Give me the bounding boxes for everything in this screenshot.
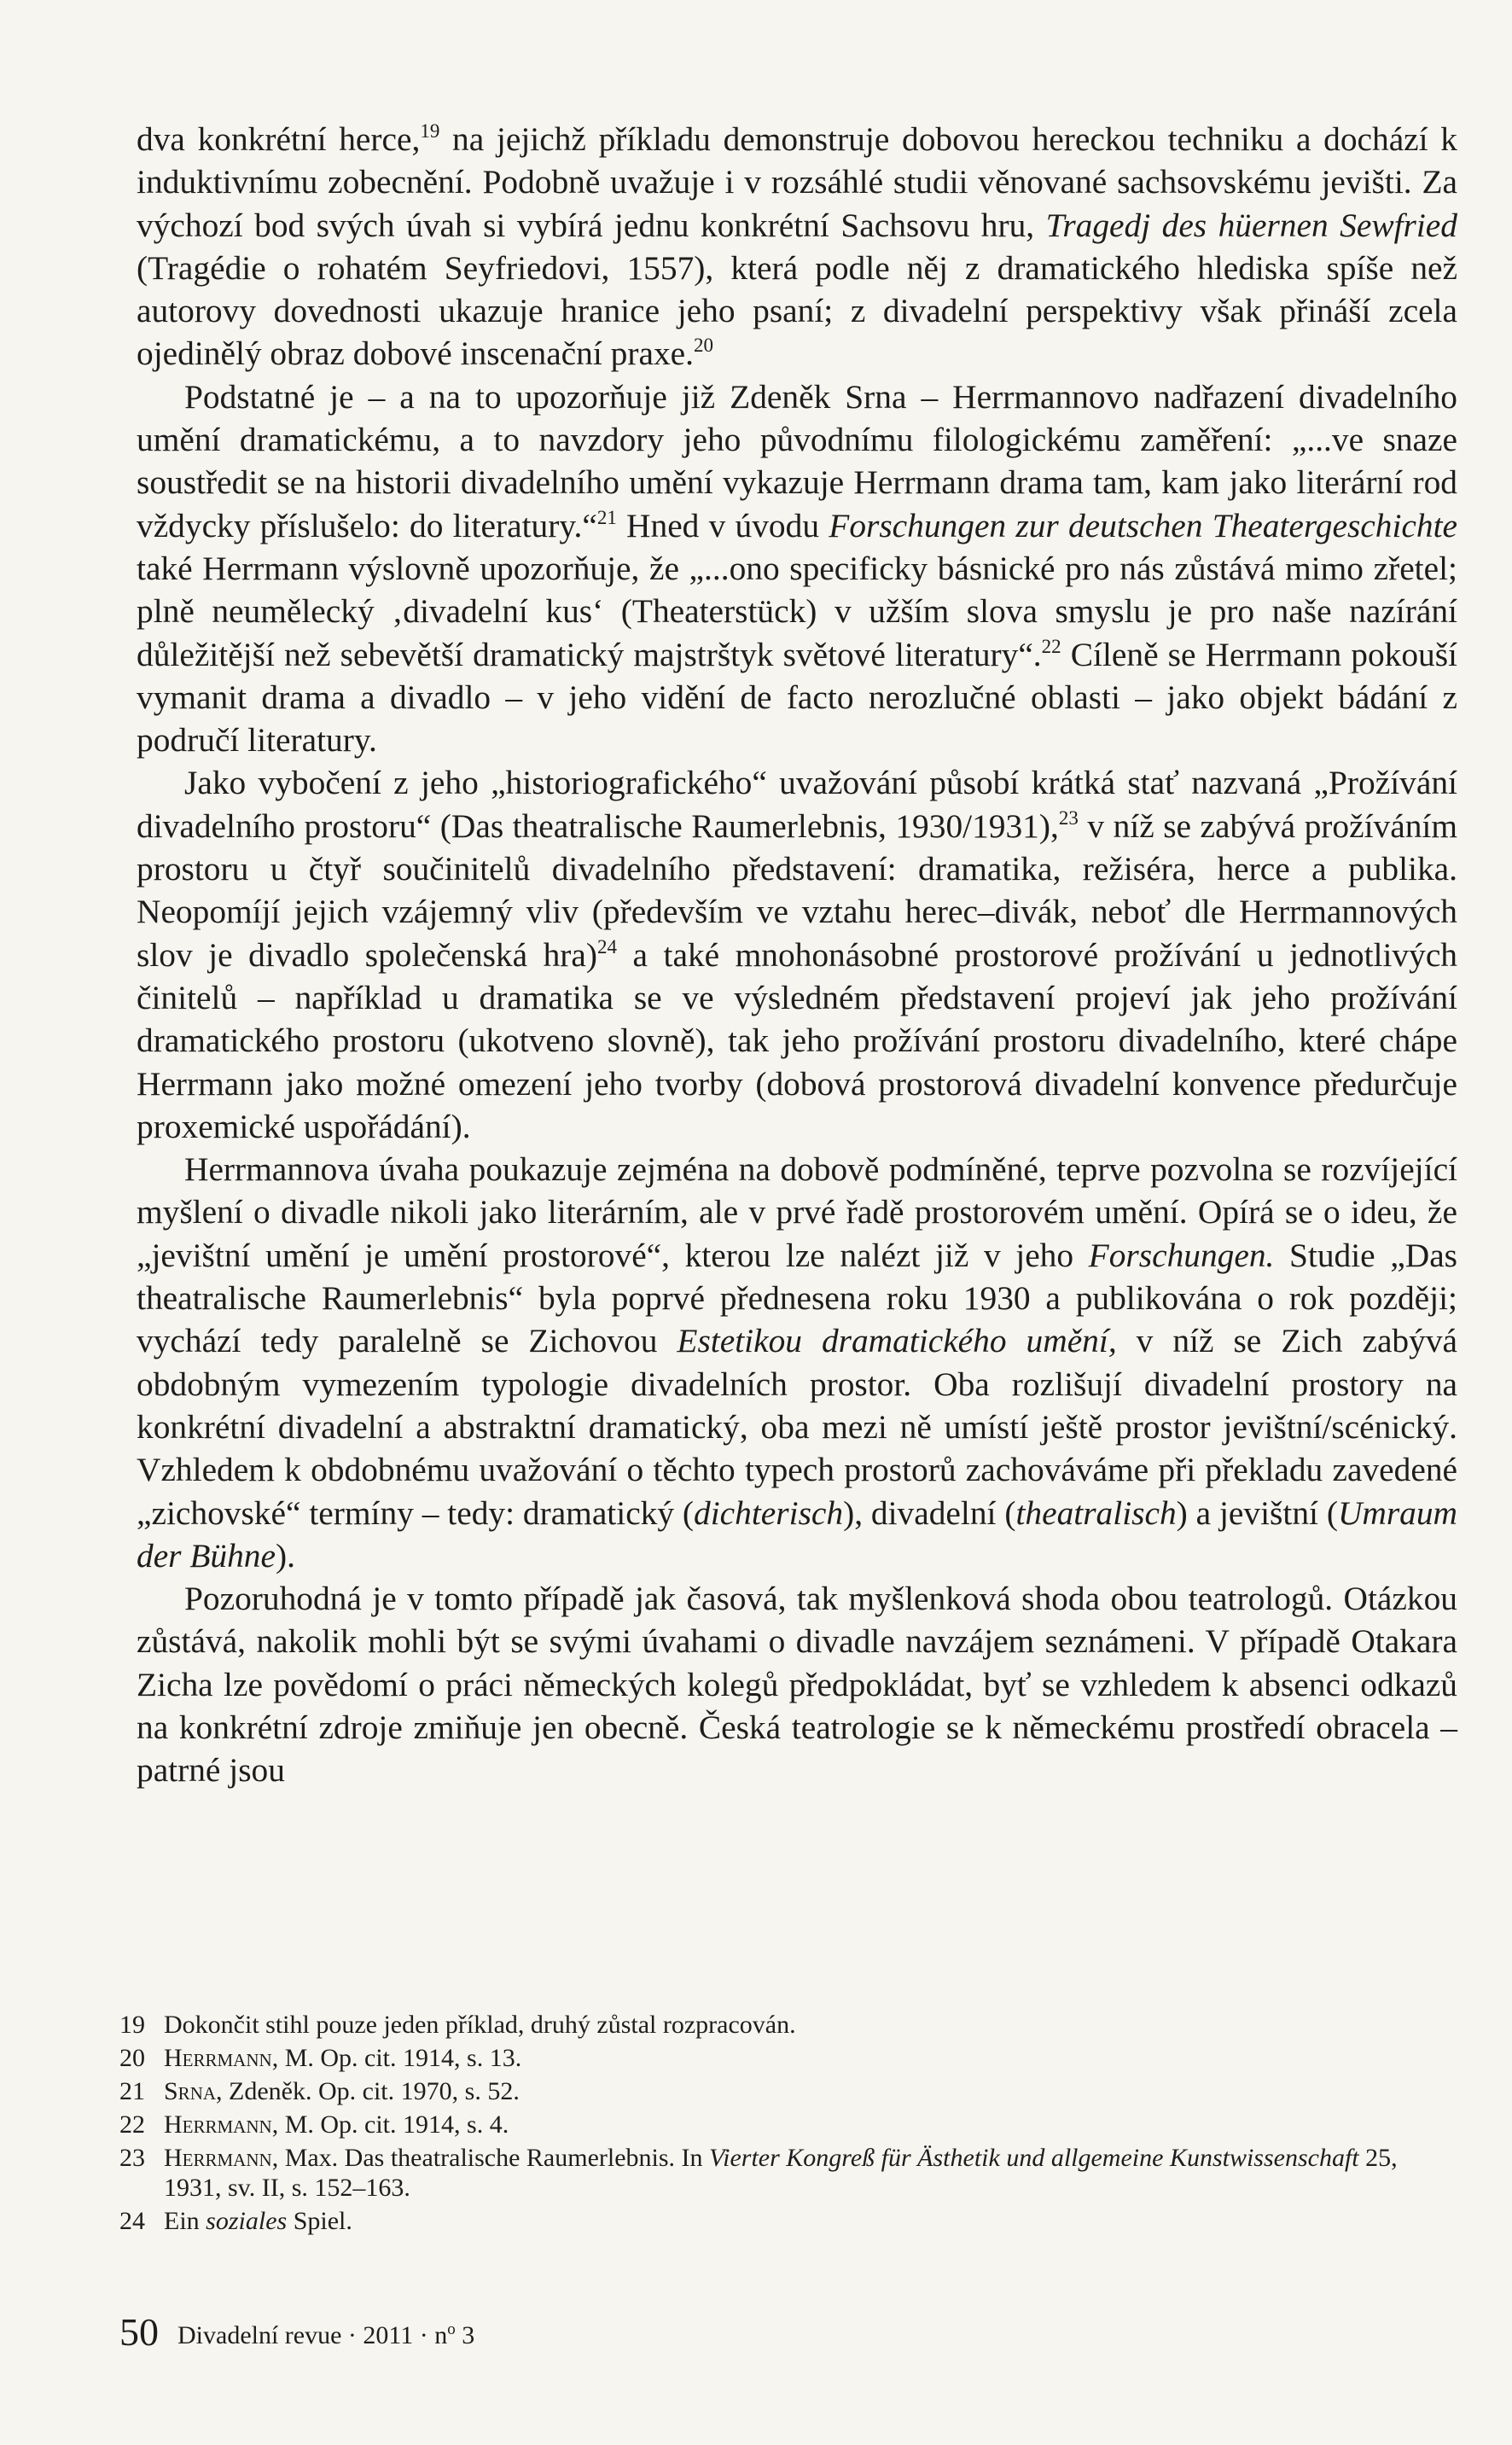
text-run: ).: [276, 1536, 295, 1575]
footnote-reference: 19: [420, 120, 440, 142]
text-run: Podstatné je – a na to upozorňuje již Zdeněk Srna – Herrmannovo nadřazení divadelního umění dramatickému, a to navzdory jeho původnímu filologickému zaměření: „...ve snaze soustředit se na historii divadelního umění vykazuje Herrmann drama tam, kam jako literární rod vždycky příslušelo: do literatury.“: [137, 377, 1457, 544]
italic-text: Tragedj des hüernen Sewfried: [1045, 206, 1457, 244]
paragraph: [137, 1577, 1457, 1791]
footnote: [119, 2043, 1451, 2073]
footnote-number: 23: [119, 2144, 145, 2172]
text-run: Studie „Das theatralische Raumerlebnis“ byla poprvé přednesena roku 1930 a publikována o rok později; vychází tedy paralelně se Zichovou: [137, 1236, 1458, 1360]
issue-superscript: o: [447, 2320, 456, 2338]
paragraph: [137, 118, 1457, 375]
text-run: , Zdeněk. Op. cit. 1970, s. 52.: [216, 2077, 520, 2105]
issue-number: 3: [455, 2321, 475, 2349]
text-run: Dokončit stihl pouze jeden příklad, druhý zůstal rozpracován.: [164, 2011, 796, 2039]
footnote-number: 21: [119, 2077, 145, 2105]
footnote: [119, 2010, 1451, 2040]
page-number: 50: [119, 2310, 159, 2354]
footnote: [119, 2143, 1451, 2203]
text-run: na jejichž příkladu demonstruje dobovou hereckou techniku a dochází k induktivnímu zobecnění. Podobně uvažuje i v rozsáhlé studii věnované sachsovskému jevišti. Za výchozí bod svých úvah si vybírá jednu konkrétní Sachsovu hru,: [137, 120, 1457, 244]
author-surname: Srna: [164, 2077, 217, 2105]
journal-name: Divadelní revue · 2011 · n: [177, 2321, 448, 2349]
footnote-number: 19: [119, 2011, 145, 2039]
text-run: a také mnohonásobné prostorové prožívání u jednotlivých činitelů – například u dramatika se ve výsledném představení projeví jak jeho prožívání dramatického prostoru (ukotveno slovně), tak jeho prožívání prostoru divadelního, které chápe Herrmann jako možné omezení jeho tvorby (dobová prostorová divadelní konvence předurčuje proxemické uspořádání).: [137, 935, 1457, 1145]
italic-text: Vierter Kongreß für Ästhetik und allgemeine Kunstwissenschaft: [709, 2144, 1359, 2172]
footnote: [119, 2110, 1451, 2139]
text-run: Herrmannova úvaha poukazuje zejména na dobově podmíněné, teprve pozvolna se rozvíjející myšlení o divadle nikoli jako literárním, ale v prvé řadě prostorovém umění. Opírá se o ideu, že „jevištní umění je umění prostorové“, kterou lze nalézt již v jeho: [137, 1150, 1457, 1274]
footnote-text: [164, 2206, 1451, 2236]
footnote-number: 20: [119, 2044, 145, 2072]
footnote-text: [164, 2110, 1451, 2139]
footnote-reference: 23: [1058, 806, 1079, 829]
text-run: ) a jevištní (: [1176, 1493, 1338, 1532]
page-footer: [119, 2310, 475, 2355]
footnote-text: [164, 2010, 1451, 2040]
body-text: [137, 118, 1457, 1792]
italic-text: soziales: [206, 2207, 288, 2235]
footnote-reference: 24: [597, 935, 618, 958]
footnote-text: [164, 2076, 1451, 2106]
text-run: , M. Op. cit. 1914, s. 4.: [271, 2110, 509, 2139]
text-run: ), divadelní (: [843, 1493, 1016, 1532]
author-surname: Herrmann: [164, 2044, 272, 2072]
footnote-reference: 21: [596, 506, 617, 528]
text-run: Jako vybočení z jeho „historiografického“ uvažování působí krátká stať nazvaná „Prožívání divadelního prostoru“ (Das theatralische Raumerlebnis, 1930/1931),: [137, 764, 1457, 845]
footnote-reference: 20: [693, 335, 713, 357]
text-run: Hned v úvodu: [616, 506, 829, 544]
paragraph: [137, 1148, 1457, 1577]
italic-text: dichterisch: [694, 1493, 844, 1532]
text-run: 25, 1931, sv. II, s. 152–163.: [164, 2144, 1398, 2202]
author-surname: Herrmann: [164, 2110, 272, 2139]
paragraph: [137, 761, 1457, 1148]
text-run: Pozoruhodná je v tomto případě jak časová, tak myšlenková shoda obou teatrologů. Otázkou zůstává, nakolik mohli být se svými úvahami o divadle navzájem seznámeni. V případě Otakara Zicha lze povědomí o práci německých kolegů předpokládat, byť se vzhledem k absenci odkazů na konkrétní zdroje zmiňuje jen obecně. Česká teatrologie se k německému prostředí obracela – patrné jsou: [137, 1580, 1457, 1790]
author-surname: Herrmann: [164, 2144, 272, 2172]
italic-text: Forschungen.: [1088, 1236, 1275, 1274]
italic-text: theatralisch: [1015, 1493, 1177, 1532]
text-run: také Herrmann výslovně upozorňuje, že „...ono specificky básnické pro nás zůstává mimo zřetel; plně neumělecký ‚divadelní kus‘ (Theaterstück) v užším slova smyslu je pro naše nazírání důležitější než sebevětší dramatický majstrštyk světové literatury“.: [137, 549, 1457, 673]
footnote-number: 22: [119, 2110, 145, 2139]
text-run: , M. Op. cit. 1914, s. 13.: [271, 2044, 522, 2072]
footnote-text: [164, 2143, 1451, 2203]
text-run: v níž se zabývá prožíváním prostoru u čtyř součinitelů divadelního představení: dramatika, režiséra, herce a publika. Neopomíjí jejich vzájemný vliv (především ve vztahu herec–divák, neboť dle Herrmannových slov je divadlo společenská hra): [137, 806, 1457, 974]
italic-text: Forschungen zur deutschen Theatergeschichte: [829, 506, 1458, 544]
footnote: [119, 2076, 1451, 2106]
footnote-text: [164, 2043, 1451, 2073]
footnote-reference: 22: [1041, 635, 1061, 657]
text-run: Ein: [164, 2207, 206, 2235]
paragraph: [137, 375, 1457, 762]
text-run: Spiel.: [287, 2207, 352, 2235]
text-run: v níž se Zich zabývá obdobným vymezením typologie divadelních prostor. Oba rozlišují divadelní prostory na konkrétní divadelní a abstraktní dramatický, oba mezi ně umístí ještě prostor jevištní/scénický. Vzhledem k obdobnému uvažování o těchto typech prostorů zachováváme při překladu zavedené „zichovské“ termíny – tedy: dramatický (: [137, 1322, 1457, 1532]
italic-text: Estetikou dramatického umění,: [677, 1322, 1117, 1360]
text-run: Cíleně se Herrmann pokouší vymanit drama a divadlo – v jeho vidění de facto nerozlučné oblasti – jako objekt bádání z područí literatury.: [137, 635, 1457, 760]
footnote: [119, 2206, 1451, 2236]
text-run: (Tragédie o rohatém Seyfriedovi, 1557), která podle něj z dramatického hlediska spíše než autorovy dovednosti ukazuje hranice jeho psaní; z divadelní perspektivy však přináší zcela ojedinělý obraz dobové inscenační praxe.: [137, 248, 1457, 373]
footnotes: [119, 2010, 1451, 2239]
text-run: dva konkrétní herce,: [137, 120, 421, 158]
footnote-number: 24: [119, 2207, 145, 2235]
italic-text: Umraum der Bühne: [137, 1493, 1457, 1575]
text-run: , Max. Das theatralische Raumerlebnis. In: [271, 2144, 710, 2172]
